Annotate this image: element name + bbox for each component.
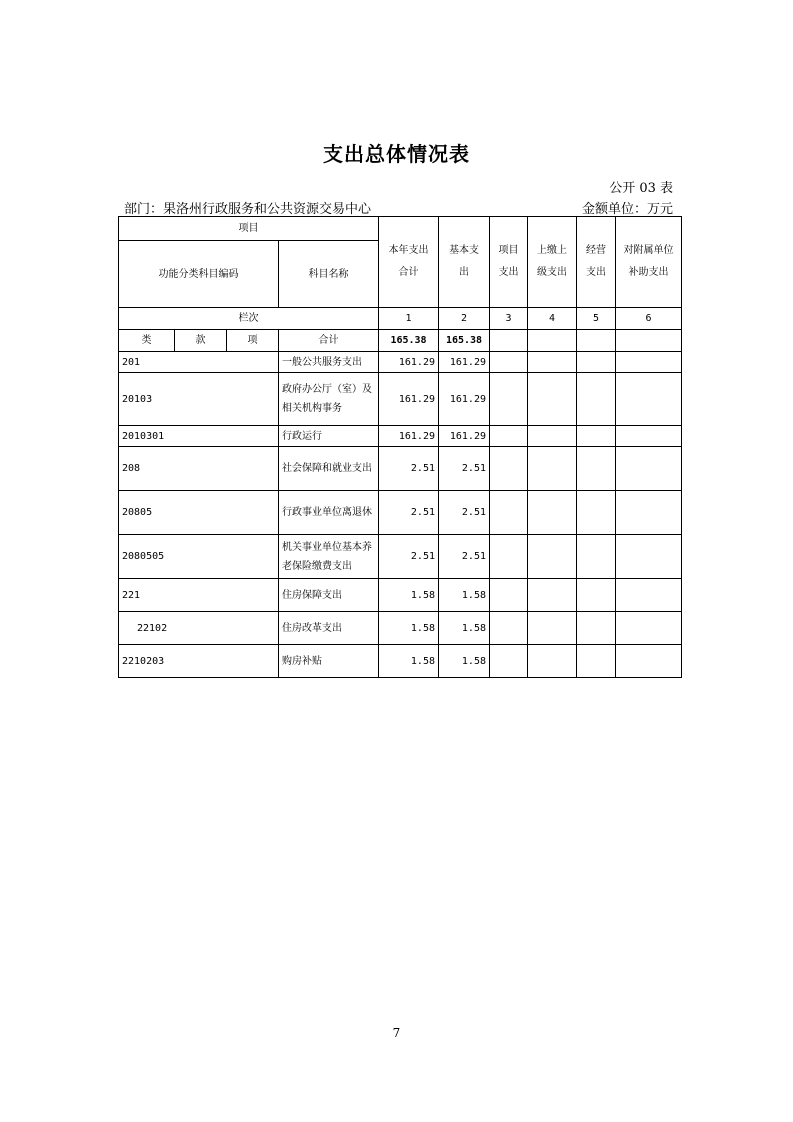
row-project [490,535,528,579]
row-business [577,645,616,678]
row-basic: 161.29 [439,426,490,447]
row-basic: 161.29 [439,373,490,426]
row-business [577,491,616,535]
row-total: 2.51 [379,447,439,491]
row-total: 1.58 [379,645,439,678]
header-business: 经营支出 [577,217,616,308]
row-code: 20805 [119,491,279,535]
amount-unit-label: 金额单位：万元 [581,202,673,217]
row-subsidy [616,447,682,491]
header-basic: 基本支出 [439,217,490,308]
expenditure-table [118,216,682,678]
row-code: 2010301 [119,426,279,447]
col-num-3: 3 [490,308,528,330]
row-remit [528,491,577,535]
row-code: 22102 [119,612,279,645]
col-num-5: 5 [577,308,616,330]
header-subject-name: 科目名称 [279,241,379,308]
row-code: 2080505 [119,535,279,579]
col-num-6: 6 [616,308,682,330]
table-row [119,535,682,579]
row-basic: 2.51 [439,447,490,491]
row-subsidy [616,426,682,447]
table-row [119,491,682,535]
row-name: 住房保障支出 [279,579,379,612]
row-subsidy [616,373,682,426]
header-remit: 上缴上级支出 [528,217,577,308]
row-project [490,352,528,373]
row-name: 住房改革支出 [279,612,379,645]
sum-basic: 165.38 [439,330,490,352]
col-index-row [119,308,682,330]
header-kuan: 款 [175,330,227,352]
row-remit [528,645,577,678]
row-basic: 1.58 [439,612,490,645]
row-subsidy [616,352,682,373]
row-basic: 2.51 [439,491,490,535]
row-remit [528,373,577,426]
row-subsidy [616,579,682,612]
row-business [577,352,616,373]
page-number: 7 [392,1026,401,1040]
row-name: 政府办公厅（室）及相关机构事务 [279,373,379,426]
table-row [119,612,682,645]
row-name: 社会保障和就业支出 [279,447,379,491]
table-row [119,373,682,426]
table-row [119,645,682,678]
row-business [577,373,616,426]
row-basic: 1.58 [439,579,490,612]
row-project [490,373,528,426]
row-basic: 1.58 [439,645,490,678]
header-total: 本年支出合计 [379,217,439,308]
row-business [577,612,616,645]
header-xiang: 项 [227,330,279,352]
row-subsidy [616,535,682,579]
row-project [490,645,528,678]
row-basic: 161.29 [439,352,490,373]
row-name: 购房补贴 [279,645,379,678]
row-name: 机关事业单位基本养老保险缴费支出 [279,535,379,579]
header-row-1 [119,217,682,241]
table-row [119,447,682,491]
table-row [119,579,682,612]
header-project: 项目支出 [490,217,528,308]
row-total: 161.29 [379,426,439,447]
row-business [577,535,616,579]
row-code: 2210203 [119,645,279,678]
col-num-4: 4 [528,308,577,330]
row-total: 1.58 [379,579,439,612]
sum-total: 165.38 [379,330,439,352]
row-business [577,426,616,447]
row-remit [528,535,577,579]
row-project [490,426,528,447]
row-remit [528,447,577,491]
sum-label: 合计 [279,330,379,352]
row-name: 行政事业单位离退休 [279,491,379,535]
page-title: 支出总体情况表 [323,142,470,166]
row-subsidy [616,491,682,535]
row-project [490,579,528,612]
sum-subsidy [616,330,682,352]
table-row [119,352,682,373]
form-number: 公开 03 表 [609,181,673,196]
row-total: 2.51 [379,491,439,535]
row-business [577,579,616,612]
row-subsidy [616,645,682,678]
col-index-label: 栏次 [119,308,379,330]
header-func-code: 功能分类科目编码 [119,241,279,308]
row-total: 161.29 [379,352,439,373]
sum-remit [528,330,577,352]
header-subsidy: 对附属单位补助支出 [616,217,682,308]
header-item: 项目 [119,217,379,241]
col-num-1: 1 [379,308,439,330]
row-subsidy [616,612,682,645]
row-code: 208 [119,447,279,491]
row-total: 1.58 [379,612,439,645]
row-remit [528,426,577,447]
row-total: 161.29 [379,373,439,426]
sum-row [119,330,682,352]
department-label: 部门：果洛州行政服务和公共资源交易中心 [124,202,372,217]
row-name: 行政运行 [279,426,379,447]
row-name: 一般公共服务支出 [279,352,379,373]
row-project [490,447,528,491]
row-code: 221 [119,579,279,612]
row-remit [528,579,577,612]
row-remit [528,612,577,645]
row-business [577,447,616,491]
header-lei: 类 [119,330,175,352]
table-row [119,426,682,447]
row-basic: 2.51 [439,535,490,579]
sum-business [577,330,616,352]
row-code: 201 [119,352,279,373]
row-project [490,612,528,645]
row-code: 20103 [119,373,279,426]
row-project [490,491,528,535]
row-total: 2.51 [379,535,439,579]
row-remit [528,352,577,373]
sum-project [490,330,528,352]
col-num-2: 2 [439,308,490,330]
